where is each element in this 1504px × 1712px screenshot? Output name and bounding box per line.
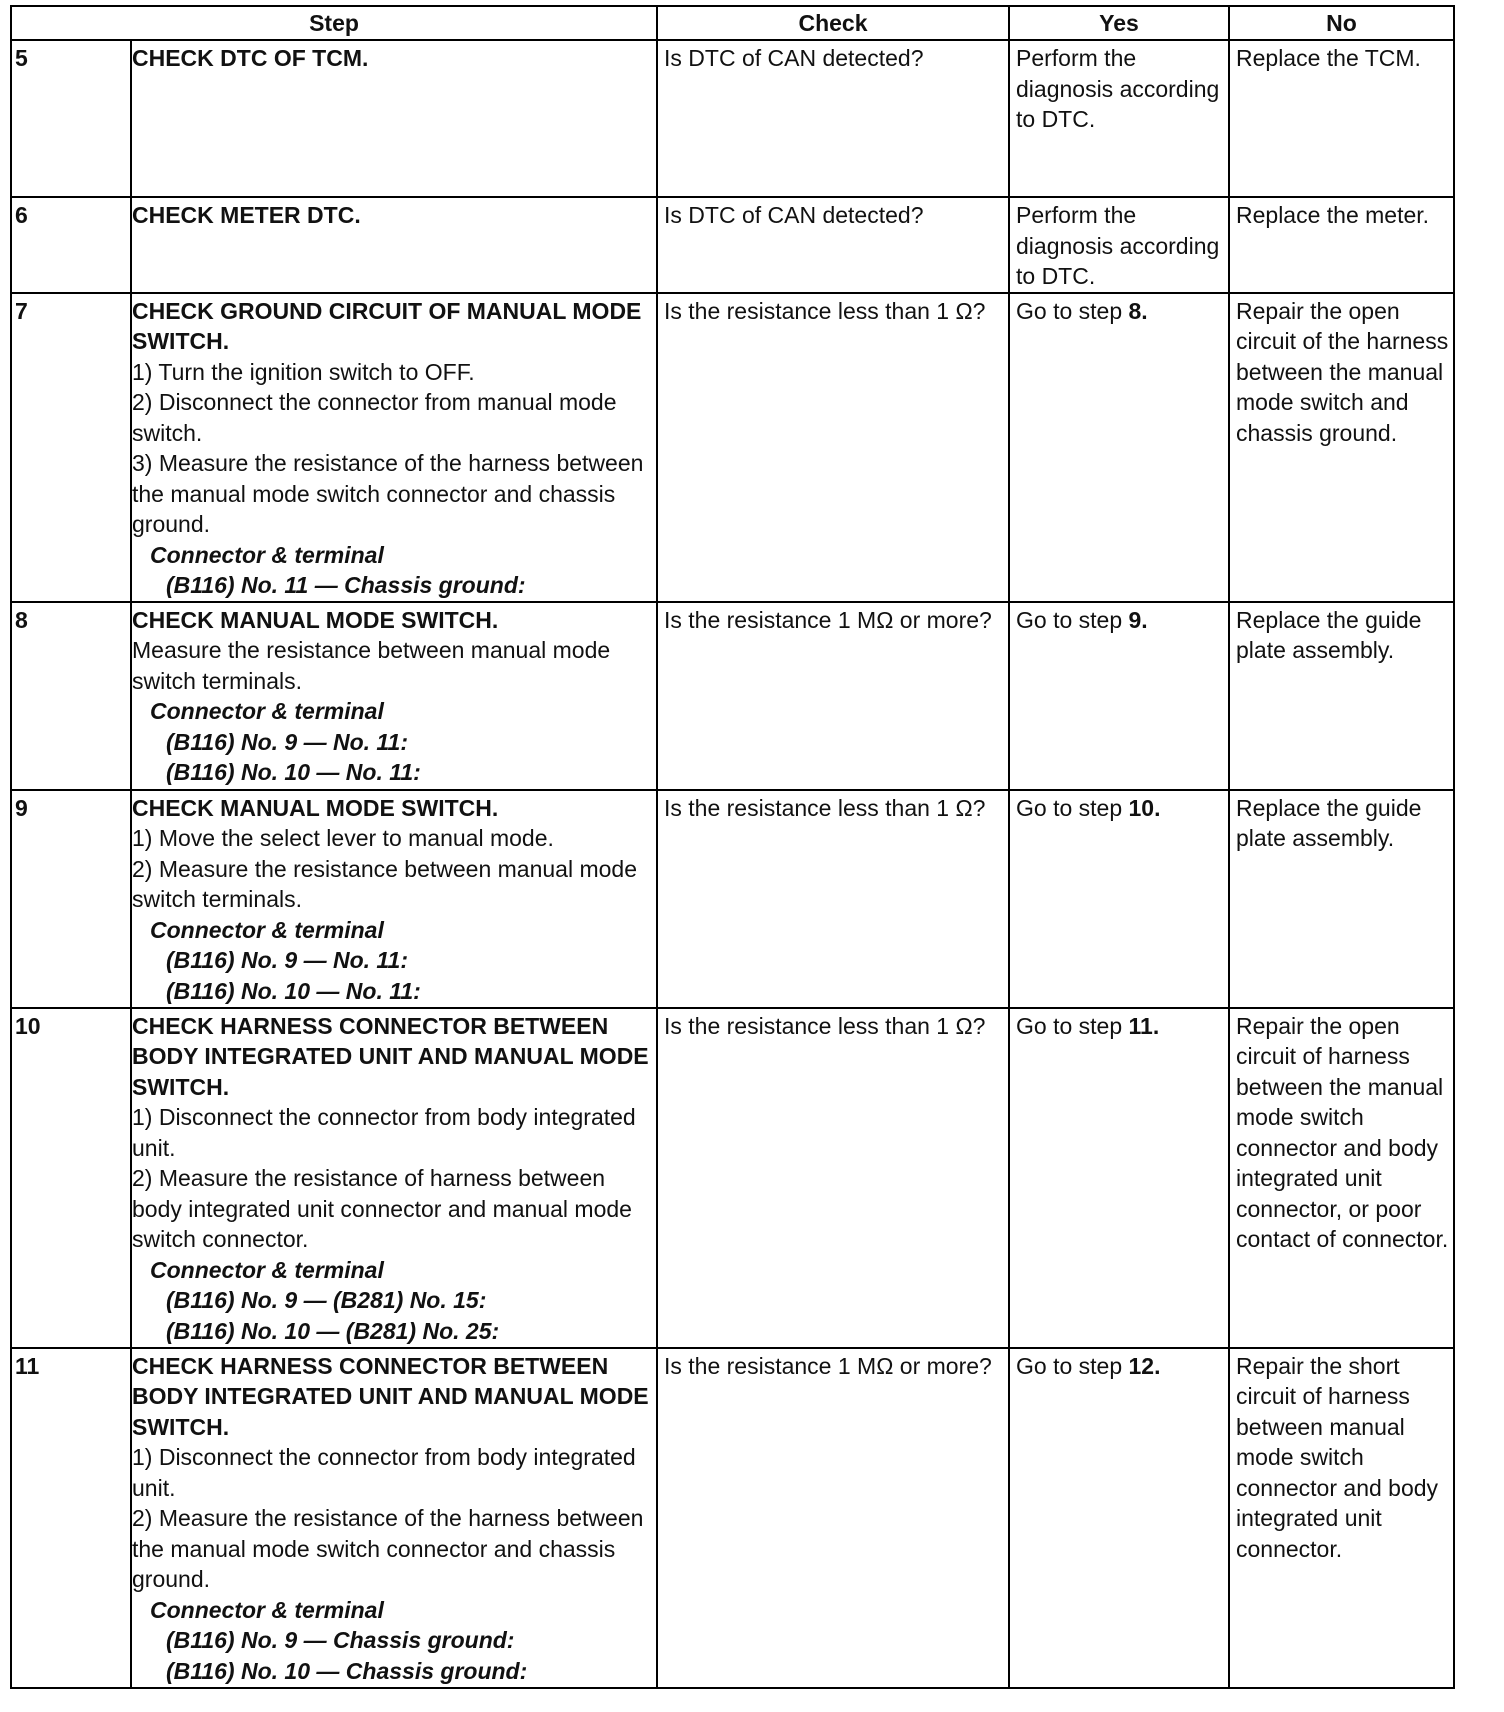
table-row [11,293,1454,602]
no-cell: Repair the short circuit of harness between manual mode switch connector and body integrated unit connector. [1229,1348,1454,1688]
header-yes: Yes [1009,6,1229,40]
no-cell: Repair the open circuit of the harness between the manual mode switch and chassis ground. [1229,293,1454,602]
check-cell: Is DTC of CAN detected? [657,40,1009,197]
connector-terminal-value: (B116) No. 9 — No. 11: [166,728,408,755]
step-description [131,1008,657,1348]
yes-cell [1009,1008,1229,1348]
step-instruction: 1) Move the select lever to manual mode. [132,825,554,851]
yes-cell [1009,40,1229,197]
step-description [131,40,657,197]
step-description [131,197,657,293]
connector-terminal-label: Connector & terminal [150,541,384,568]
step-number: 11 [11,1348,131,1688]
diagnostic-table [10,5,1455,1689]
yes-text: Perform the diagnosis according to DTC. [1016,45,1226,132]
step-title: CHECK DTC OF TCM. [132,45,369,71]
step-number: 9 [11,790,131,1008]
yes-step-number: 12. [1128,1352,1161,1379]
yes-cell [1009,293,1229,602]
yes-step-number: 8. [1128,297,1148,324]
no-cell: Replace the guide plate assembly. [1229,602,1454,790]
connector-terminal-value: (B116) No. 9 — Chassis ground: [166,1627,515,1653]
connector-terminal-label: Connector & terminal [150,698,384,724]
yes-text: Go to step [1016,1352,1129,1379]
connector-terminal-value: (B116) No. 9 — No. 11: [166,947,408,973]
header-check: Check [657,6,1009,40]
step-instruction: 2) Measure the resistance of harness between body integrated unit connector and manual mode switch connector. [132,1165,632,1252]
connector-terminal-value: (B116) No. 10 — No. 11: [166,977,421,1004]
step-title: CHECK HARNESS CONNECTOR BETWEEN BODY INTEGRATED UNIT AND MANUAL MODE SWITCH. [132,1352,649,1440]
step-number: 10 [11,1008,131,1348]
header-no: No [1229,6,1454,40]
step-title: CHECK GROUND CIRCUIT OF MANUAL MODE SWITCH. [132,297,642,354]
header-step: Step [11,6,657,40]
check-cell: Is the resistance 1 MΩ or more? [657,1348,1009,1688]
check-cell: Is the resistance less than 1 Ω? [657,790,1009,1008]
step-title: CHECK HARNESS CONNECTOR BETWEEN BODY INTEGRATED UNIT AND MANUAL MODE SWITCH. [132,1012,649,1100]
header-row [11,6,1454,40]
check-cell: Is the resistance less than 1 Ω? [657,1008,1009,1348]
step-instruction: 2) Disconnect the connector from manual mode switch. [132,389,617,446]
check-cell: Is the resistance 1 MΩ or more? [657,602,1009,790]
connector-terminal-value: (B116) No. 9 — (B281) No. 15: [166,1287,487,1313]
step-number: 8 [11,602,131,790]
step-title: CHECK METER DTC. [132,202,361,228]
yes-text: Go to step [1016,1012,1129,1039]
connector-terminal-label: Connector & terminal [150,1596,384,1623]
table-row [11,1348,1454,1688]
yes-text: Go to step [1016,606,1129,633]
step-instruction: 2) Measure the resistance between manual mode switch terminals. [132,855,638,912]
connector-terminal-label: Connector & terminal [150,916,384,943]
yes-cell [1009,790,1229,1008]
step-title: CHECK MANUAL MODE SWITCH. [132,794,499,821]
diagnostic-document [10,5,1453,1689]
step-number: 7 [11,293,131,602]
check-cell: Is DTC of CAN detected? [657,197,1009,293]
step-instruction: 1) Disconnect the connector from body integrated unit. [132,1104,636,1161]
table-row [11,602,1454,790]
table-row [11,1008,1454,1348]
step-instruction: 1) Disconnect the connector from body integrated unit. [132,1444,636,1501]
step-instruction: 2) Measure the resistance of the harness between the manual mode switch connector and chassis ground. [132,1505,644,1592]
connector-terminal-value: (B116) No. 10 — (B281) No. 25: [166,1317,500,1344]
yes-cell [1009,602,1229,790]
step-description [131,602,657,790]
connector-terminal-value: (B116) No. 10 — No. 11: [166,759,421,785]
no-cell: Replace the guide plate assembly. [1229,790,1454,1008]
step-number: 6 [11,197,131,293]
step-instruction: Measure the resistance between manual mode switch terminals. [132,637,611,694]
table-body [11,40,1454,1688]
connector-terminal-value: (B116) No. 11 — Chassis ground: [166,572,526,598]
yes-step-number: 11. [1128,1012,1160,1039]
yes-cell [1009,1348,1229,1688]
yes-text: Go to step [1016,297,1129,324]
table-row [11,197,1454,293]
table-row [11,790,1454,1008]
check-cell: Is the resistance less than 1 Ω? [657,293,1009,602]
yes-cell [1009,197,1229,293]
no-cell: Replace the TCM. [1229,40,1454,197]
step-description [131,293,657,602]
connector-terminal-label: Connector & terminal [150,1256,384,1283]
no-cell: Replace the meter. [1229,197,1454,293]
step-description [131,1348,657,1688]
yes-step-number: 9. [1128,606,1148,633]
table-row [11,40,1454,197]
step-instruction: 3) Measure the resistance of the harness between the manual mode switch connector and chassis ground. [132,450,644,537]
step-instruction: 1) Turn the ignition switch to OFF. [132,358,475,385]
no-cell: Repair the open circuit of harness between the manual mode switch connector and body integrated unit connector, or poor contact of connector. [1229,1008,1454,1348]
yes-text: Go to step [1016,794,1129,821]
yes-text: Perform the diagnosis according to DTC. [1016,202,1226,289]
connector-terminal-value: (B116) No. 10 — Chassis ground: [166,1657,528,1684]
yes-step-number: 10. [1128,794,1161,821]
step-description [131,790,657,1008]
step-number: 5 [11,40,131,197]
step-title: CHECK MANUAL MODE SWITCH. [132,606,499,633]
